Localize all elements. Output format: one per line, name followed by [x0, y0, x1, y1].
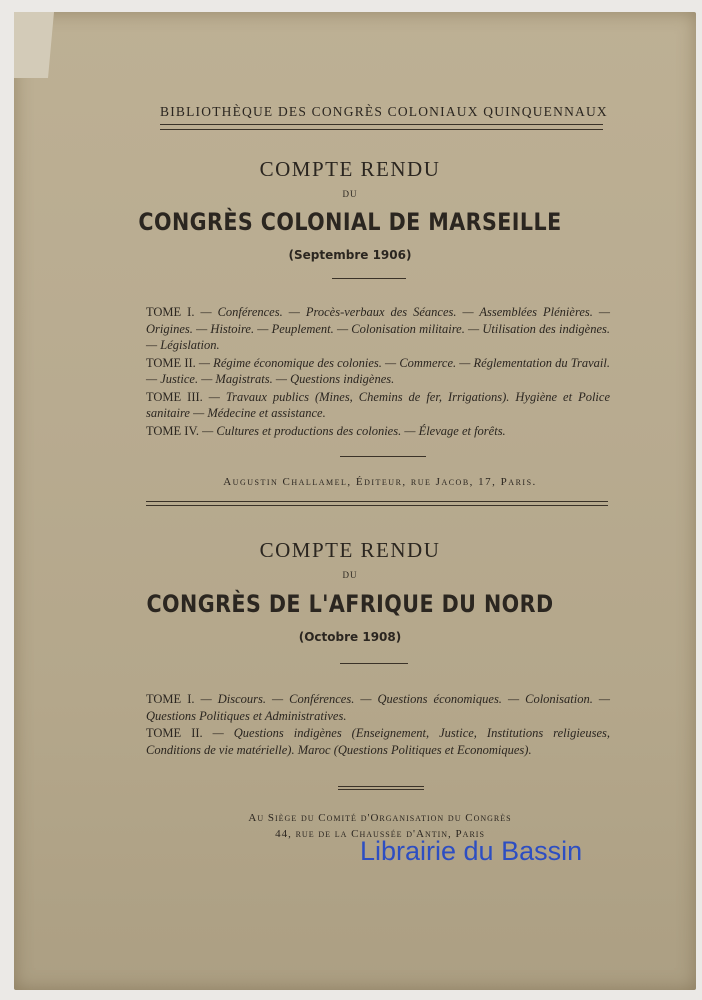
congress-date-1: (Septembre 1906): [288, 248, 412, 262]
tome-entry: TOME IV. — Cultures et productions des colonies. — Élevage et forêts.: [146, 423, 506, 438]
tome-list-2: [146, 691, 610, 759]
du-label-2: DU: [342, 570, 358, 580]
section-divider: [146, 501, 608, 506]
tome-entry: TOME III. — Travaux publics (Mines, Chemins de fer, Irrigations). Hygiène et Police sanitaire — Médecine et assistance.: [146, 389, 610, 420]
siege-line-2: 44, rue de la Chaussée d'Antin, Paris: [275, 828, 485, 840]
series-title: BIBLIOTHÈQUE DES CONGRÈS COLONIAUX QUINQUENNAUX: [160, 104, 608, 119]
torn-corner: [14, 12, 54, 78]
compte-rendu-heading-2: COMPTE RENDU: [259, 538, 441, 562]
congress-title-2: CONGRÈS DE L'AFRIQUE DU NORD: [146, 590, 554, 618]
compte-rendu-heading-1: COMPTE RENDU: [259, 157, 441, 181]
tome-entry: TOME I. — Conférences. — Procès-verbaux des Séances. — Assemblées Plénières. — Origines. — Histoire. — Peuplement. — Colonisation militaire. — Utilisation des indigènes. — Législation.: [146, 305, 610, 352]
congress-date-2: (Octobre 1908): [298, 630, 402, 644]
tome-entry: TOME I. — Discours. — Conférences. — Questions économiques. — Colonisation. — Questions Politiques et Administratives.: [146, 692, 610, 723]
short-rule-4: [338, 786, 424, 790]
tome-entry: TOME II. — Régime économique des colonies. — Commerce. — Réglementation du Travail. — Justice. — Magistrats. — Questions indigènes.: [146, 355, 610, 386]
tome-list-1: [146, 304, 610, 440]
du-label-1: DU: [342, 189, 358, 199]
publisher-line: Augustin Challamel, Éditeur, rue Jacob, 17, Paris.: [223, 476, 537, 488]
congress-title-1: CONGRÈS COLONIAL DE MARSEILLE: [138, 208, 562, 236]
short-rule-1: [332, 278, 406, 279]
watermark-text: Librairie du Bassin: [360, 836, 583, 866]
siege-line-1: Au Siège du Comité d'Organisation du Congrès: [248, 812, 512, 824]
tome-entry: TOME II. — Questions indigènes (Enseignement, Justice, Institutions religieuses, Conditions de vie matérielle). Maroc (Questions Politiques et Economiques).: [146, 726, 610, 757]
short-rule-3: [340, 663, 408, 664]
short-rule-2: [340, 456, 426, 457]
series-rule: [160, 124, 603, 130]
